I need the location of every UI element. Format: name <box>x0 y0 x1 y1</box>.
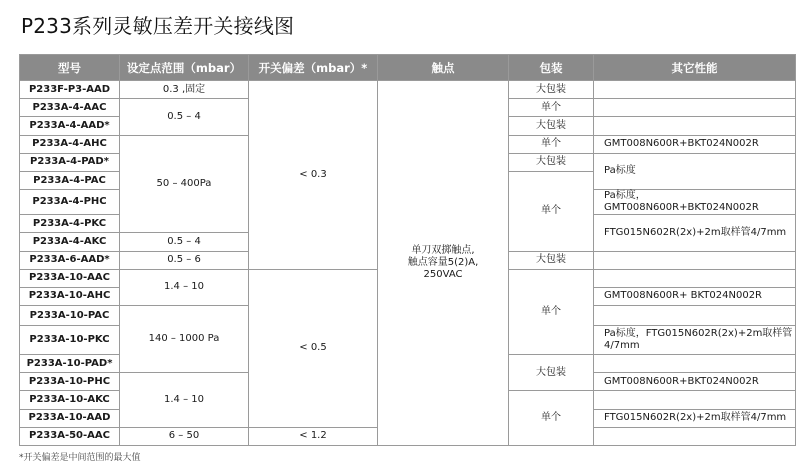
other-cell <box>594 427 796 445</box>
model-cell: P233A-10-AKC <box>20 391 120 409</box>
header-other: 其它性能 <box>594 55 796 81</box>
model-cell: P233A-4-AKC <box>20 233 120 251</box>
other-cell <box>594 391 796 409</box>
deviation-cell: < 0.5 <box>249 269 378 427</box>
packaging-cell: 大包装 <box>509 153 594 171</box>
model-cell: P233A-4-PKC <box>20 215 120 233</box>
model-cell: P233A-4-PAD* <box>20 153 120 171</box>
header-model: 型号 <box>20 55 120 81</box>
setpoint-cell: 1.4 – 10 <box>120 373 249 428</box>
model-cell: P233A-10-AHC <box>20 287 120 305</box>
table-row <box>20 81 796 99</box>
model-cell: P233A-10-AAD <box>20 409 120 427</box>
packaging-cell: 大包装 <box>509 251 594 269</box>
model-cell: P233A-4-AAC <box>20 99 120 117</box>
header-row <box>20 55 796 81</box>
header-packaging: 包装 <box>509 55 594 81</box>
other-cell: Pa标度 <box>594 153 796 189</box>
other-cell <box>594 269 796 287</box>
model-cell: P233A-4-PHC <box>20 190 120 215</box>
model-cell: P233A-10-AAC <box>20 269 120 287</box>
setpoint-cell: 140 – 1000 Pa <box>120 306 249 373</box>
packaging-cell: 单个 <box>509 99 594 117</box>
footnote: *开关偏差是中间范围的最大值 <box>19 453 141 463</box>
model-cell: P233A-10-PAC <box>20 306 120 326</box>
packaging-cell: 单个 <box>509 391 594 446</box>
setpoint-cell: 50 – 400Pa <box>120 135 249 233</box>
setpoint-cell: 0.5 – 4 <box>120 99 249 135</box>
model-cell: P233A-10-PAD* <box>20 355 120 373</box>
other-cell <box>594 81 796 99</box>
contact-cell <box>378 81 509 446</box>
contact-text: 单刀双掷触点, 触点容量5(2)A, 250VAC <box>407 245 479 280</box>
model-cell: P233A-50-AAC <box>20 427 120 445</box>
deviation-cell: < 0.3 <box>249 81 378 270</box>
other-cell: GMT008N600R+BKT024N002R <box>594 373 796 391</box>
other-cell: Pa标度，FTG015N602R(2x)+2m取样管4/7mm <box>594 326 796 355</box>
setpoint-cell: 6 – 50 <box>120 427 249 445</box>
spec-table <box>19 54 796 446</box>
other-cell: FTG015N602R(2x)+2m取样管4/7mm <box>594 409 796 427</box>
header-setpoint-range: 设定点范围（mbar） <box>120 55 249 81</box>
other-cell: GMT008N600R+BKT024N002R <box>594 135 796 153</box>
other-cell <box>594 355 796 373</box>
setpoint-cell: 0.5 – 6 <box>120 251 249 269</box>
other-cell: Pa标度，GMT008N600R+BKT024N002R <box>594 190 796 215</box>
packaging-cell: 大包装 <box>509 355 594 391</box>
model-cell: P233A-4-PAC <box>20 171 120 189</box>
other-cell <box>594 117 796 135</box>
other-cell <box>594 99 796 117</box>
header-switch-deviation: 开关偏差（mbar）* <box>249 55 378 81</box>
model-cell: P233A-4-AAD* <box>20 117 120 135</box>
model-cell: P233A-10-PHC <box>20 373 120 391</box>
other-cell <box>594 251 796 269</box>
model-cell: P233F-P3-AAD <box>20 81 120 99</box>
model-cell: P233A-4-AHC <box>20 135 120 153</box>
other-cell <box>594 306 796 326</box>
model-cell: P233A-10-PKC <box>20 326 120 355</box>
setpoint-cell: 0.5 – 4 <box>120 233 249 251</box>
packaging-cell: 单个 <box>509 171 594 251</box>
header-contact: 触点 <box>378 55 509 81</box>
deviation-cell: < 1.2 <box>249 427 378 445</box>
page-title: P233系列灵敏压差开关接线图 <box>21 14 295 38</box>
other-cell: FTG015N602R(2x)+2m取样管4/7mm <box>594 215 796 251</box>
setpoint-cell: 1.4 – 10 <box>120 269 249 305</box>
setpoint-cell: 0.3 ,固定 <box>120 81 249 99</box>
model-cell: P233A-6-AAD* <box>20 251 120 269</box>
packaging-cell: 大包装 <box>509 81 594 99</box>
other-cell: GMT008N600R+ BKT024N002R <box>594 287 796 305</box>
packaging-cell: 单个 <box>509 269 594 354</box>
packaging-cell: 单个 <box>509 135 594 153</box>
packaging-cell: 大包装 <box>509 117 594 135</box>
